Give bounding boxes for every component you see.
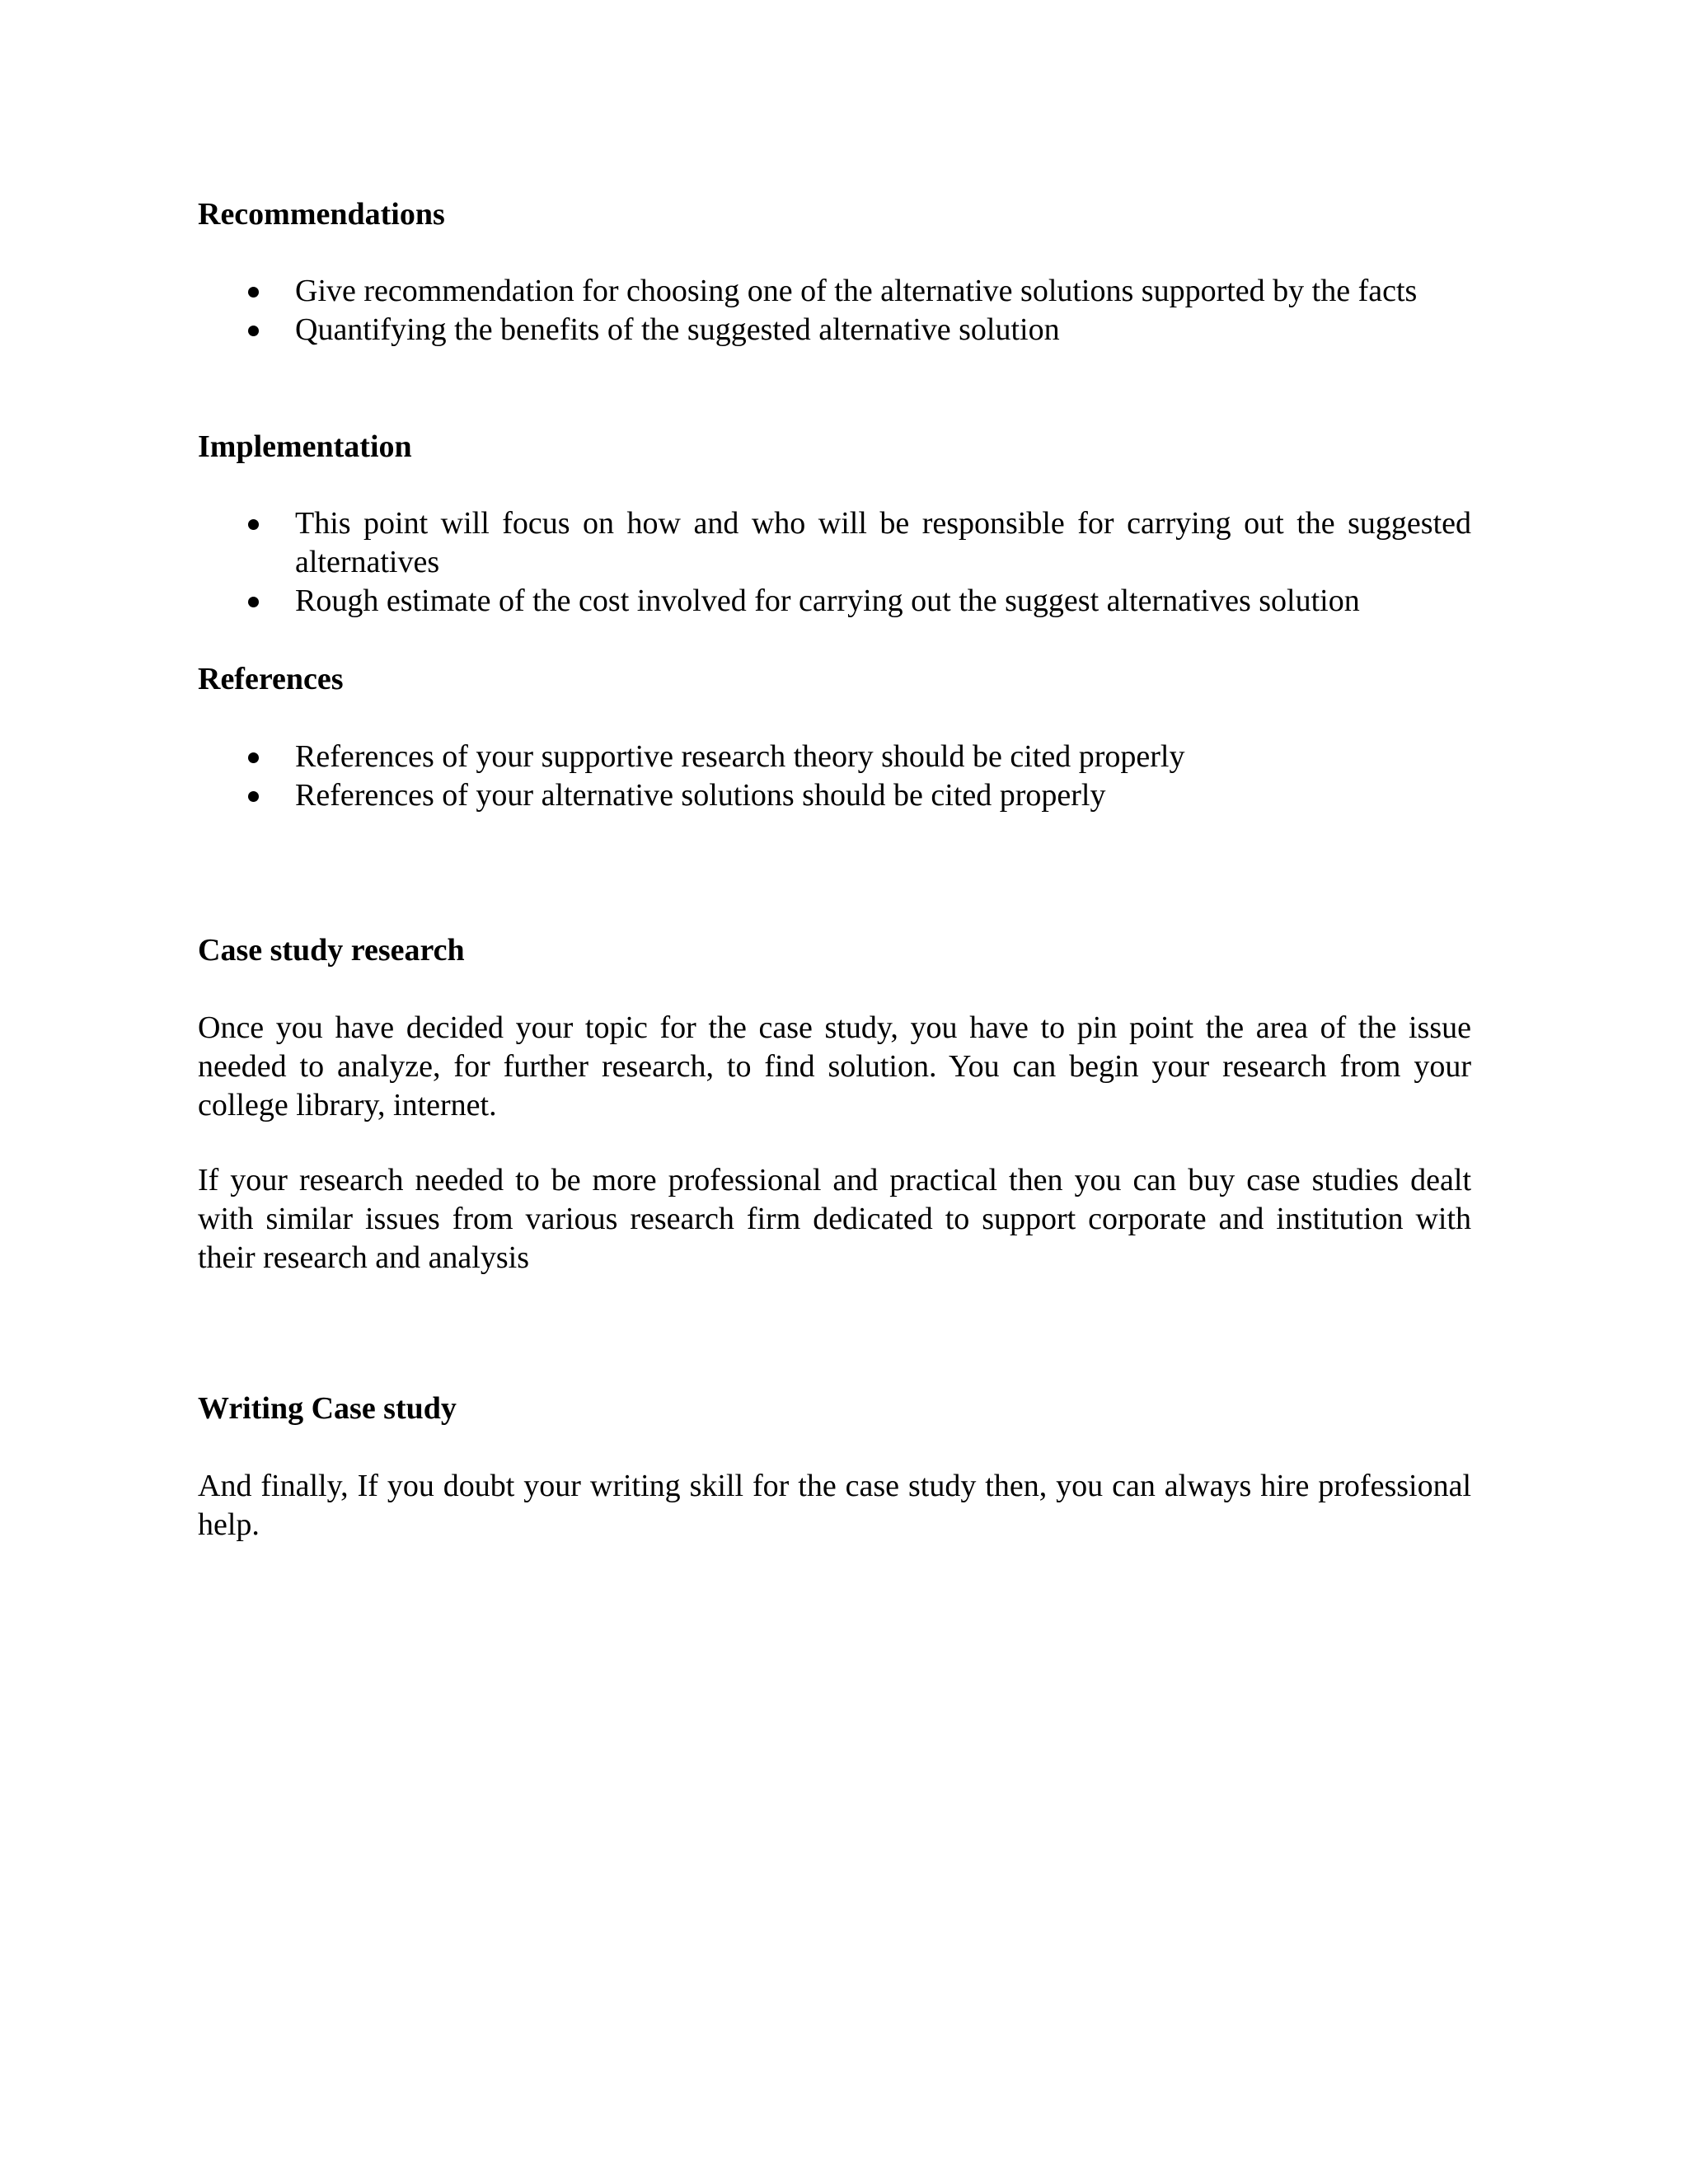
heading-case-study-research: Case study research bbox=[198, 933, 465, 968]
list-item: Rough estimate of the cost involved for carrying out the suggest alternatives solution bbox=[198, 582, 1471, 621]
bullet-icon bbox=[248, 519, 259, 530]
bullet-icon bbox=[248, 791, 259, 802]
heading-references: References bbox=[198, 662, 344, 696]
list-item: Give recommendation for choosing one of the alternative solutions supported by the facts bbox=[198, 272, 1471, 311]
bullet-icon bbox=[248, 287, 259, 298]
list-item: Quantifying the benefits of the suggested alternative solution bbox=[198, 311, 1471, 349]
paragraph-research-professional: If your research needed to be more professional and practical then you can buy case studies dealt with similar issues from various research firm dedicated to support corporate and institution with their research and analysis bbox=[198, 1163, 1471, 1275]
paragraph-research-topic: Once you have decided your topic for the case study, you have to pin point the area of the issue needed to analyze, for further research, to find solution. You can begin your research from your college library, internet. bbox=[198, 1010, 1471, 1122]
bullet-icon bbox=[248, 752, 259, 763]
list-item: References of your alternative solutions should be cited properly bbox=[198, 776, 1471, 815]
list-item: This point will focus on how and who will be responsible for carrying out the suggested alternatives bbox=[198, 504, 1471, 582]
heading-writing-case-study: Writing Case study bbox=[198, 1391, 457, 1426]
bullet-icon bbox=[248, 597, 259, 607]
heading-implementation: Implementation bbox=[198, 429, 412, 464]
implementation-list bbox=[198, 504, 1471, 621]
list-item: References of your supportive research theory should be cited properly bbox=[198, 738, 1471, 776]
references-list bbox=[198, 738, 1471, 815]
recommendations-list bbox=[198, 272, 1471, 349]
paragraph-writing-help: And finally, If you doubt your writing skill for the case study then, you can always hire professional help. bbox=[198, 1469, 1471, 1542]
heading-recommendations: Recommendations bbox=[198, 197, 445, 232]
bullet-icon bbox=[248, 326, 259, 336]
